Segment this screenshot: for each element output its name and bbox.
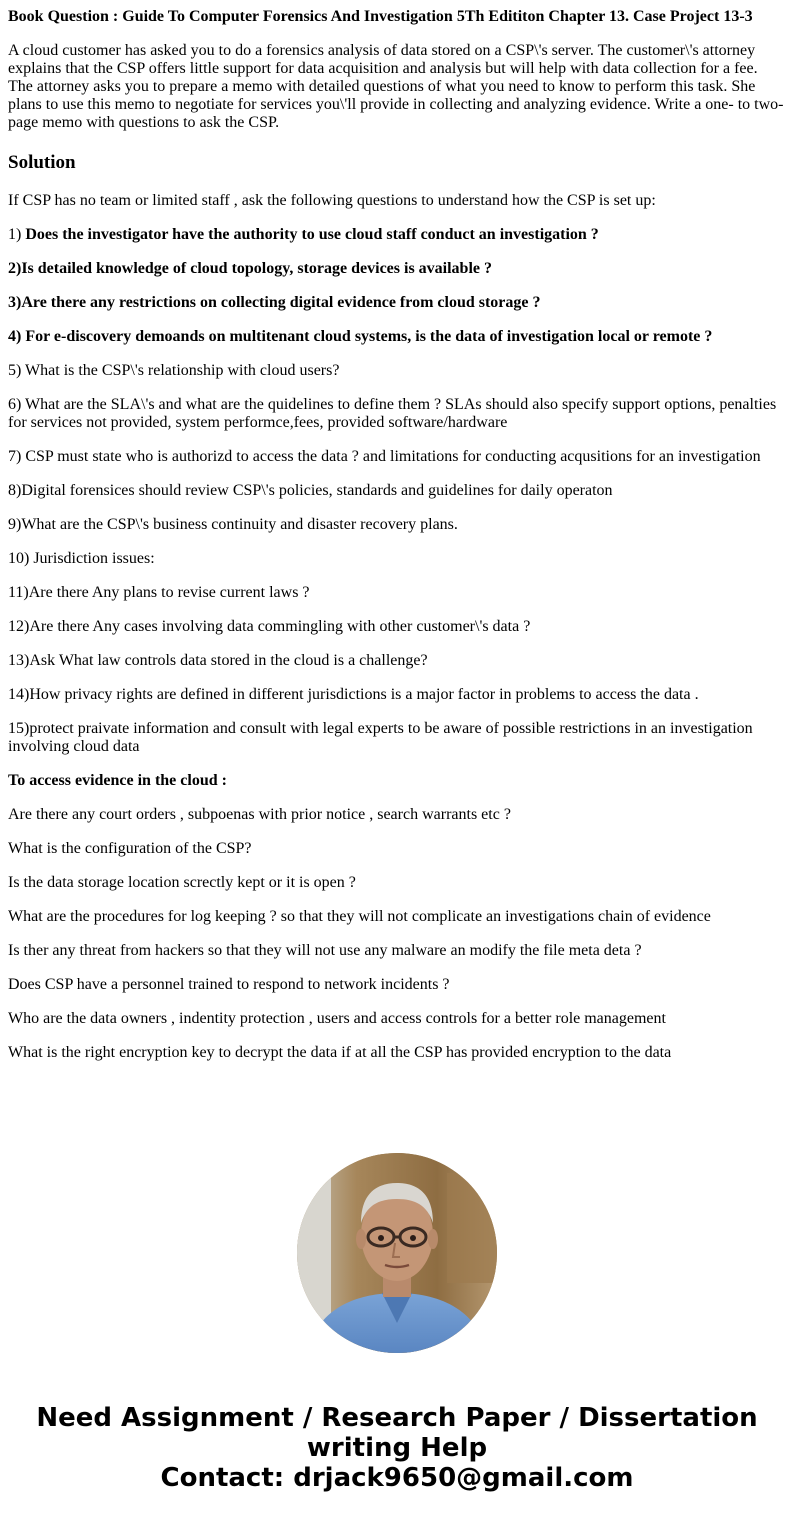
- list-item: [8, 226, 786, 244]
- list-item: 7) CSP must state who is authorizd to access the data ? and limitations for conducting acqusitions for an investigation: [8, 448, 761, 465]
- item-text-bold: 2)Is detailed knowledge of cloud topology, storage devices is available ?: [8, 260, 492, 277]
- question-body: A cloud customer has asked you to do a forensics analysis of data stored on a CSP\'s server. The customer\'s attorney explains that the CSP offers little support for data acquisition and analysis but will help with data collection for a fee. The attorney asks you to prepare a memo with detailed questions of what you need to know to perform this task. She plans to use this memo to negotiate for services you\'ll provide in collecting and analyzing evidence. Write a one- to two-page memo with questions to ask the CSP.: [8, 42, 784, 131]
- list-item: 5) What is the CSP\'s relationship with cloud users?: [8, 362, 340, 379]
- promo-contact: Contact: drjack9650@gmail.com: [160, 1463, 634, 1493]
- access-item: What is the configuration of the CSP?: [8, 840, 252, 857]
- list-item: 9)What are the CSP\'s business continuity and disaster recovery plans.: [8, 516, 458, 533]
- access-item: Does CSP have a personnel trained to respond to network incidents ?: [8, 976, 450, 993]
- item-text-bold: Does the investigator have the authority to use cloud staff conduct an investigation ?: [25, 226, 599, 243]
- list-item: [8, 260, 786, 278]
- access-item: Is the data storage location screctly kept or it is open ?: [8, 874, 356, 891]
- item-text-bold: 4) For e-discovery demoands on multitenant cloud systems, is the data of investigation local or remote ?: [8, 328, 713, 345]
- access-heading-text: To access evidence in the cloud :: [8, 772, 227, 789]
- question-title: Book Question : Guide To Computer Forensics And Investigation 5Th Edititon Chapter 13. Case Project 13-3: [8, 8, 753, 25]
- list-item: 8)Digital forensices should review CSP\'s policies, standards and guidelines for daily operaton: [8, 482, 613, 499]
- access-heading: [8, 772, 786, 790]
- person-portrait-icon: [297, 1153, 497, 1353]
- list-item: 11)Are there Any plans to revise current laws ?: [8, 584, 310, 601]
- access-item: What is the right encryption key to decrypt the data if at all the CSP has provided encryption to the data: [8, 1044, 672, 1061]
- list-item: 12)Are there Any cases involving data commingling with other customer\'s data ?: [8, 618, 531, 635]
- item-number: 1): [8, 226, 26, 243]
- access-item: Is ther any threat from hackers so that they will not use any malware an modify the file meta deta ?: [8, 942, 642, 959]
- list-item: 10) Jurisdiction issues:: [8, 550, 155, 567]
- solution-intro: If CSP has no team or limited staff , ask the following questions to understand how the CSP is set up:: [8, 192, 656, 209]
- document-content: [8, 0, 786, 1062]
- access-item: What are the procedures for log keeping ? so that they will not complicate an investigations chain of evidence: [8, 908, 711, 925]
- item-text-bold: 3)Are there any restrictions on collecting digital evidence from cloud storage ?: [8, 294, 541, 311]
- access-item: Are there any court orders , subpoenas with prior notice , search warrants etc ?: [8, 806, 511, 823]
- promo-line: writing Help: [306, 1433, 488, 1463]
- solution-heading: Solution: [8, 152, 76, 173]
- list-item: [8, 328, 786, 346]
- list-item: 15)protect praivate information and consult with legal experts to be aware of possible restrictions in an investigation involving cloud data: [8, 720, 753, 755]
- promo-line: Need Assignment / Research Paper / Dissertation: [36, 1403, 758, 1433]
- access-item: Who are the data owners , indentity protection , users and access controls for a better role management: [8, 1010, 666, 1027]
- avatar: [297, 1153, 497, 1353]
- list-item: 14)How privacy rights are defined in different jurisdictions is a major factor in problems to access the data .: [8, 686, 699, 703]
- list-item: 13)Ask What law controls data stored in the cloud is a challenge?: [8, 652, 428, 669]
- list-item: [8, 294, 786, 312]
- promo-banner: [0, 1403, 794, 1493]
- list-item: 6) What are the SLA\'s and what are the quidelines to define them ? SLAs should also specify support options, penalties for services not provided, system performce,fees, provided software/hardware: [8, 396, 777, 431]
